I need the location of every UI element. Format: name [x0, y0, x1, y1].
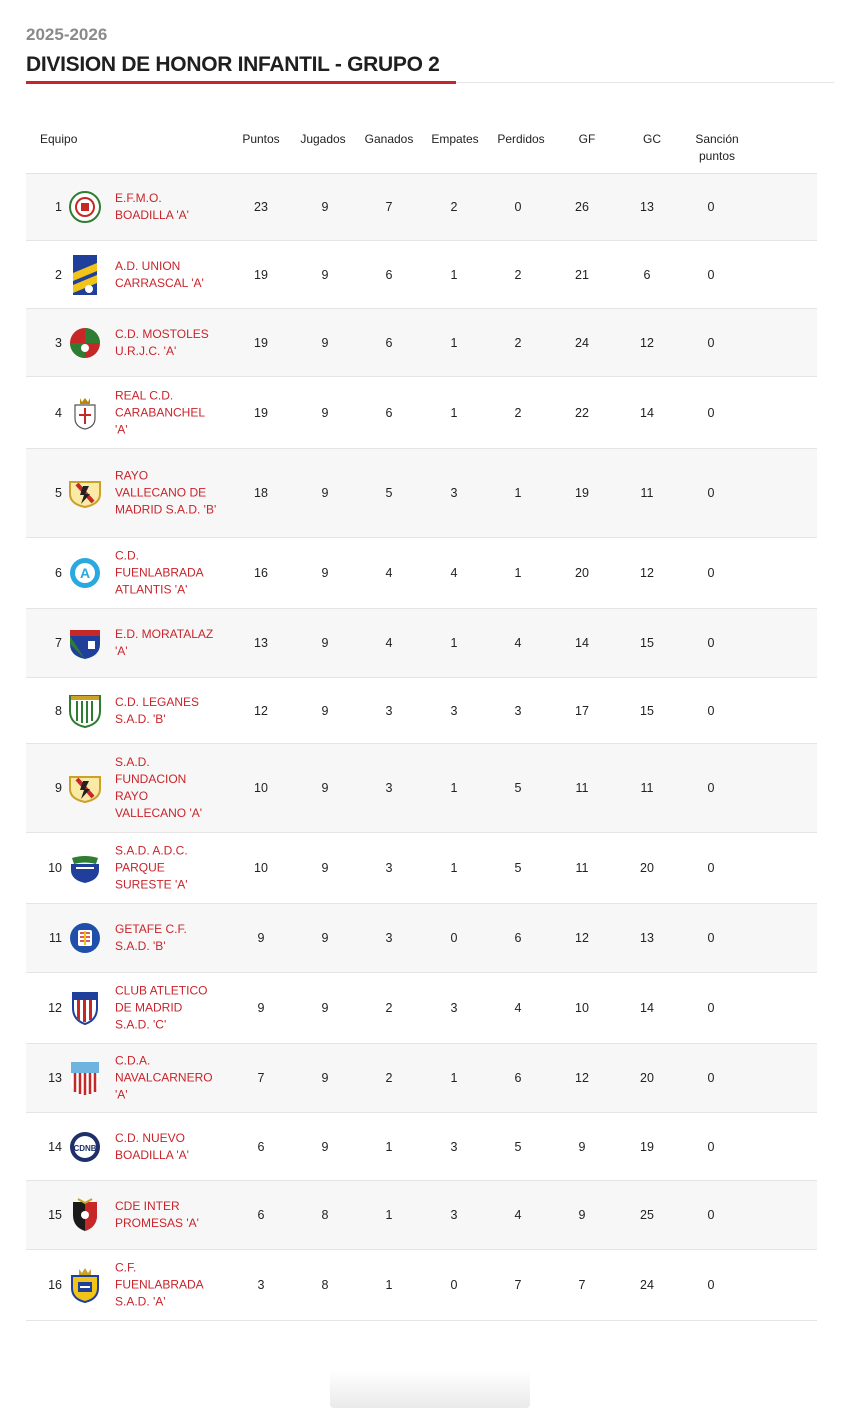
red-blue-green-shield-icon: [66, 623, 104, 663]
header-jugados: Jugados: [300, 132, 346, 146]
team-link[interactable]: C.D.A. NAVALCARNERO 'A': [115, 1053, 213, 1102]
cell-gc: 11: [640, 781, 654, 795]
cell-puntos: 10: [254, 781, 268, 795]
cell-jugados: 9: [321, 781, 329, 795]
cell-puntos: 13: [254, 636, 268, 650]
cell-sancion: 0: [707, 200, 715, 214]
cell-perdidos: 5: [514, 861, 522, 875]
team-link[interactable]: RAYO VALLECANO DE MADRID S.A.D. 'B': [115, 468, 217, 517]
cell-puntos: 18: [254, 486, 268, 500]
header-gc: GC: [643, 132, 661, 146]
cell-sancion: 0: [707, 931, 715, 945]
table-row: [26, 1044, 817, 1113]
cell-gf: 9: [578, 1208, 586, 1222]
cell-sancion: 0: [707, 405, 715, 420]
page-header: [26, 24, 834, 83]
team-link[interactable]: S.A.D. FUNDACION RAYO VALLECANO 'A': [115, 755, 203, 820]
table-row: [26, 1113, 817, 1181]
cell-jugados: 9: [321, 861, 329, 875]
crowned-shield-icon: [66, 393, 104, 433]
cell-perdidos: 3: [514, 703, 522, 718]
cell-empates: 1: [450, 861, 458, 875]
table-row: [26, 833, 817, 904]
table-row: [26, 1181, 817, 1250]
cell-gf: 10: [575, 1001, 589, 1015]
position-number: 15: [48, 1208, 62, 1222]
cell-sancion: 0: [707, 861, 715, 875]
table-row: [26, 538, 817, 609]
cell-empates: 1: [450, 781, 458, 795]
cell-ganados: 1: [385, 1139, 393, 1154]
header-equipo: Equipo: [40, 132, 78, 146]
cell-empates: 3: [450, 1139, 458, 1154]
cell-gc: 12: [640, 566, 654, 580]
cell-puntos: 7: [257, 1071, 265, 1085]
position-number: 4: [55, 405, 62, 420]
cell-puntos: 6: [257, 1208, 265, 1222]
cell-jugados: 9: [321, 486, 329, 500]
position-number: 5: [55, 486, 62, 500]
cell-gc: 24: [640, 1278, 654, 1292]
cell-perdidos: 4: [514, 636, 522, 650]
table-row: [26, 904, 817, 973]
blue-round-crest-icon: [66, 918, 104, 958]
team-link[interactable]: C.D. FUENLABRADA ATLANTIS 'A': [115, 548, 204, 597]
cell-jugados: 9: [321, 703, 329, 718]
position-number: 16: [48, 1278, 62, 1292]
red-white-striped-shield-icon: [66, 988, 104, 1028]
cell-perdidos: 2: [514, 335, 522, 350]
header-empates: Empates: [431, 132, 479, 146]
cell-jugados: 9: [321, 931, 329, 945]
cell-gc: 25: [640, 1208, 654, 1222]
cell-jugados: 9: [321, 335, 329, 350]
position-number: 11: [49, 931, 62, 945]
cell-perdidos: 4: [514, 1001, 522, 1015]
cell-empates: 4: [450, 566, 458, 580]
cell-empates: 0: [450, 1278, 458, 1292]
cell-gf: 12: [575, 1071, 589, 1085]
cell-empates: 1: [450, 335, 458, 350]
table-header: [26, 118, 817, 174]
cell-ganados: 7: [385, 200, 393, 214]
cell-gf: 26: [575, 200, 589, 214]
blue-yellow-shield-icon: [66, 255, 104, 295]
table-row: [26, 1250, 817, 1321]
gold-shield-icon: [66, 1265, 104, 1305]
cell-sancion: 0: [707, 703, 715, 718]
cell-ganados: 6: [385, 405, 393, 420]
cell-gc: 13: [640, 200, 654, 214]
cell-puntos: 3: [257, 1278, 265, 1292]
position-number: 6: [55, 566, 62, 580]
position-number: 1: [55, 200, 62, 214]
cell-perdidos: 2: [514, 267, 522, 282]
team-link[interactable]: A.D. UNION CARRASCAL 'A': [115, 258, 204, 290]
cell-empates: 2: [450, 200, 458, 214]
cell-gc: 6: [643, 267, 651, 282]
rayo-crest-icon: [66, 768, 104, 808]
white-round-crest-icon: [66, 187, 104, 227]
cell-empates: 3: [450, 703, 458, 718]
cell-sancion: 0: [707, 781, 715, 795]
cell-empates: 3: [450, 1208, 458, 1222]
position-number: 14: [48, 1139, 62, 1154]
table-row: [26, 744, 817, 833]
cell-ganados: 1: [385, 1208, 393, 1222]
cell-jugados: 9: [321, 566, 329, 580]
cell-ganados: 2: [385, 1001, 393, 1015]
light-blue-round-crest-icon: [66, 553, 104, 593]
standings-table: [26, 118, 817, 1321]
position-number: 13: [48, 1071, 62, 1085]
black-red-shield-icon: [66, 1195, 104, 1235]
cell-puntos: 23: [254, 200, 268, 214]
table-row: [26, 609, 817, 678]
cell-sancion: 0: [707, 1278, 715, 1292]
cell-gf: 24: [575, 335, 589, 350]
cell-gf: 11: [575, 861, 589, 875]
position-number: 3: [55, 335, 62, 350]
cell-sancion: 0: [707, 1208, 715, 1222]
cell-ganados: 4: [385, 636, 393, 650]
cell-jugados: 9: [321, 636, 329, 650]
cell-ganados: 2: [385, 1071, 393, 1085]
cell-gc: 15: [640, 703, 654, 718]
position-number: 8: [55, 703, 62, 718]
cell-perdidos: 5: [514, 1139, 522, 1154]
team-link[interactable]: C.D. NUEVO BOADILLA 'A': [115, 1130, 189, 1162]
cell-gf: 22: [575, 405, 589, 420]
cell-sancion: 0: [707, 335, 715, 350]
team-link[interactable]: S.A.D. A.D.C. PARQUE SURESTE 'A': [115, 843, 188, 892]
cell-perdidos: 1: [514, 486, 522, 500]
cell-ganados: 6: [385, 267, 393, 282]
cell-jugados: 9: [321, 267, 329, 282]
cell-perdidos: 0: [514, 200, 522, 214]
rayo-crest-icon: [66, 473, 104, 513]
cell-puntos: 9: [257, 1001, 265, 1015]
cell-perdidos: 6: [514, 931, 522, 945]
cell-sancion: 0: [707, 566, 715, 580]
team-link[interactable]: CDE INTER PROMESAS 'A': [115, 1199, 199, 1230]
cell-gc: 11: [640, 486, 654, 500]
table-row: [26, 449, 817, 538]
team-link[interactable]: REAL C.D. CARABANCHEL 'A': [115, 388, 205, 436]
cell-sancion: 0: [707, 486, 715, 500]
cell-puntos: 16: [254, 566, 268, 580]
cell-gc: 15: [640, 636, 654, 650]
svg-text:A: A: [79, 565, 91, 581]
cell-gc: 14: [640, 405, 654, 420]
team-link[interactable]: E.F.M.O. BOADILLA 'A': [115, 191, 189, 222]
cell-puntos: 12: [254, 703, 268, 718]
cell-perdidos: 4: [514, 1208, 522, 1222]
header-puntos: Puntos: [242, 132, 280, 146]
header-ganados: Ganados: [364, 132, 414, 146]
cell-sancion: 0: [707, 1071, 715, 1085]
cell-gf: 12: [575, 931, 589, 945]
table-row: [26, 678, 817, 744]
season-label: 2025-2026: [26, 25, 108, 44]
team-link[interactable]: C.D. LEGANES S.A.D. 'B': [115, 694, 200, 726]
position-number: 2: [55, 267, 62, 282]
cell-gf: 20: [575, 566, 589, 580]
green-white-shield-icon: [66, 691, 104, 731]
cell-puntos: 19: [254, 335, 268, 350]
table-row: [26, 174, 817, 241]
cell-jugados: 9: [321, 405, 329, 420]
header-sancion: Sanción puntos: [695, 132, 739, 163]
header-gf: GF: [578, 132, 596, 146]
cell-empates: 1: [450, 1071, 458, 1085]
cell-sancion: 0: [707, 267, 715, 282]
cell-perdidos: 7: [514, 1278, 522, 1292]
cell-ganados: 1: [385, 1278, 393, 1292]
cell-gf: 7: [578, 1278, 586, 1292]
position-number: 7: [55, 636, 62, 650]
cell-jugados: 9: [321, 1071, 329, 1085]
svg-text:CDNB: CDNB: [73, 1143, 97, 1153]
cell-jugados: 8: [321, 1208, 329, 1222]
cell-puntos: 9: [257, 931, 265, 945]
table-body: [26, 174, 817, 1321]
footer-fade: [330, 1370, 530, 1408]
cell-sancion: 0: [707, 1001, 715, 1015]
cell-empates: 1: [450, 267, 458, 282]
red-striped-shield-icon: [66, 1058, 104, 1098]
cell-gf: 11: [575, 781, 589, 795]
table-row: [26, 973, 817, 1044]
position-number: 12: [48, 1001, 62, 1015]
team-link[interactable]: E.D. MORATALAZ 'A': [115, 627, 214, 658]
cell-empates: 1: [450, 405, 458, 420]
cell-ganados: 3: [385, 703, 393, 718]
cell-gc: 20: [640, 1071, 654, 1085]
cell-ganados: 5: [385, 486, 393, 500]
cell-empates: 3: [450, 486, 458, 500]
cell-ganados: 3: [385, 861, 393, 875]
cell-gc: 13: [640, 931, 654, 945]
cell-gf: 21: [575, 267, 589, 282]
cell-gf: 17: [575, 703, 589, 718]
team-link[interactable]: C.F. FUENLABRADA S.A.D. 'A': [115, 1260, 204, 1309]
cell-jugados: 9: [321, 1139, 329, 1154]
cell-jugados: 9: [321, 1001, 329, 1015]
cell-sancion: 0: [707, 636, 715, 650]
cell-empates: 0: [450, 931, 458, 945]
team-link[interactable]: GETAFE C.F. S.A.D. 'B': [115, 922, 187, 953]
cell-jugados: 8: [321, 1278, 329, 1292]
red-green-round-crest-icon: [66, 323, 104, 363]
cell-gc: 14: [640, 1001, 654, 1015]
cell-puntos: 6: [257, 1139, 265, 1154]
cell-gc: 12: [640, 335, 654, 350]
cell-puntos: 19: [254, 405, 268, 420]
team-link[interactable]: CLUB ATLETICO DE MADRID S.A.D. 'C': [115, 983, 208, 1032]
title-wrap: [26, 52, 834, 83]
cell-ganados: 4: [385, 566, 393, 580]
cell-perdidos: 5: [514, 781, 522, 795]
cell-puntos: 10: [254, 861, 268, 875]
cell-ganados: 3: [385, 931, 393, 945]
table-row: [26, 309, 817, 377]
cell-gf: 19: [575, 486, 589, 500]
cell-perdidos: 1: [514, 566, 522, 580]
blue-green-shield-icon: [66, 848, 104, 888]
cell-puntos: 19: [254, 267, 268, 282]
cell-ganados: 6: [385, 335, 393, 350]
cell-gc: 19: [640, 1139, 654, 1154]
title-underline: [26, 81, 456, 84]
cell-jugados: 9: [321, 200, 329, 214]
cell-empates: 1: [450, 636, 458, 650]
cell-ganados: 3: [385, 781, 393, 795]
cell-sancion: 0: [707, 1139, 715, 1154]
page-title: DIVISION DE HONOR INFANTIL - GRUPO 2: [26, 53, 440, 76]
team-link[interactable]: C.D. MOSTOLES U.R.J.C. 'A': [115, 326, 209, 358]
cell-gf: 14: [575, 636, 589, 650]
cell-empates: 3: [450, 1001, 458, 1015]
position-number: 9: [55, 781, 62, 795]
navy-round-crest-icon: [66, 1127, 104, 1167]
cell-gc: 20: [640, 861, 654, 875]
table-row: [26, 241, 817, 309]
table-row: [26, 377, 817, 449]
cell-gf: 9: [578, 1139, 586, 1154]
position-number: 10: [48, 861, 62, 875]
cell-perdidos: 2: [514, 405, 522, 420]
cell-perdidos: 6: [514, 1071, 522, 1085]
header-perdidos: Perdidos: [497, 132, 545, 146]
